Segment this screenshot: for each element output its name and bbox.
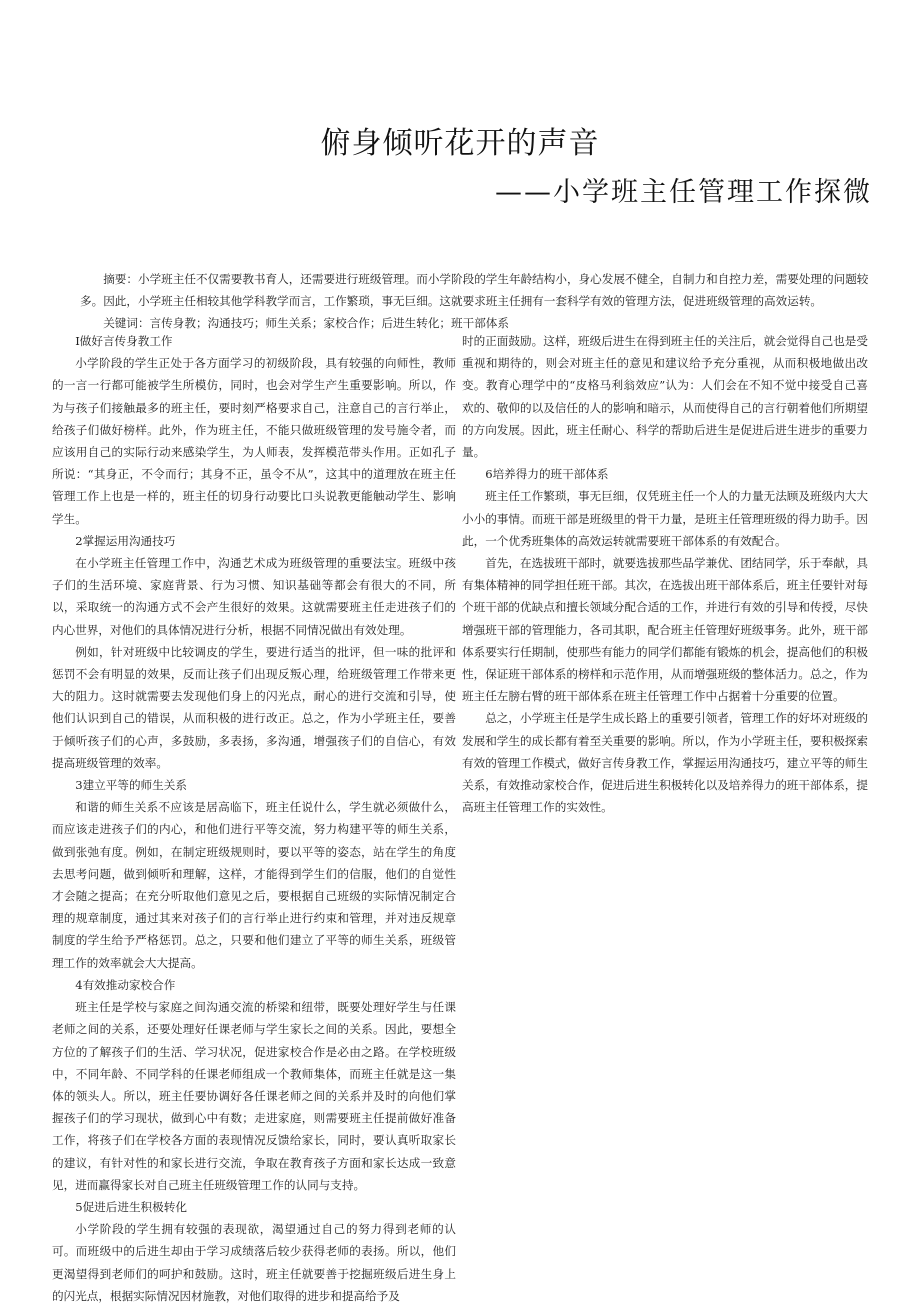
keywords-line: 关键词：言传身教；沟通技巧；师生关系；家校合作；后进生转化；班干部体系 [103,316,509,330]
paper-subtitle: ——小学班主任管理工作探微 [495,177,872,208]
body-paragraph: 班主任工作繁琐，事无巨细，仅凭班主任一个人的力量无法顾及班级内大大小小的事情。而班干部是班级里的骨干力量，是班主任管理班级的得力助手。因此，一个优秀班集体的高效运转就需要班干部体系的有效配合。 [462,489,868,548]
body-paragraph: 小学阶段的学生拥有较强的表现欲，渴望通过自己的努力得到老师的认可。而班级中的后进生却由于学习成绩落后较少获得老师的表扬。所以，他们更渴望得到老师们的呵护和鼓励。这时，班主任就要善于挖掘班级后进生身上的闪光点，根据实际情况因材施教，对他们取得的进步和提高给予及 [52,1222,456,1303]
abstract-text: 摘要：小学班主任不仅需要教书育人，还需要进行班级管理。而小学阶段的学生年龄结构小，身心发展不健全，自制力和自控力差，需要处理的问题较多。因此，小学班主任相较其他学科教学而言，工作繁琐，事无巨细。这就要求班主任拥有一套科学有效的管理方法，促进班级管理的高效运转。 [80,272,869,308]
body-paragraph: 在小学班主任管理工作中，沟通艺术成为班级管理的重要法宝。班级中孩子们的生活环境、家庭背景、行为习惯、知识基础等都会有很大的不同，所以，采取统一的沟通方式不会产生很好的效果。这就需要班主任走进孩子们的内心世界，对他们的具体情况进行分析，根据不同情况做出有效处理。 [52,556,456,637]
body-paragraph: 班主任是学校与家庭之间沟通交流的桥梁和纽带，既要处理好学生与任课老师之间的关系，还要处理好任课老师与学生家长之间的关系。因此，要想全方位的了解孩子们的生活、学习状况，促进家校合作是必由之路。在学校班级中，不同年龄、不同学科的任课老师组成一个教师集体，而班主任就是这一集体的领头人。所以，班主任要协调好各任课老师之间的关系并及时的向他们掌握孩子们的学习现状，做到心中有数；走进家庭，则需要班主任提前做好准备工作，将孩子们在学校各方面的表现情况反馈给家长，同时，要认真听取家长的建议，有针对性的和家长进行交流，争取在教育孩子方面和家长达成一致意见，进而赢得家长对自己班主任班级管理工作的认同与支持。 [52,1000,456,1192]
body-paragraph: 和谐的师生关系不应该是居高临下，班主任说什么，学生就必须做什么，而应该走进孩子们的内心，和他们进行平等交流，努力构建平等的师生关系，做到张弛有度。例如，在制定班级规则时，要以平等的姿态，站在学生的角度去思考问题，做到倾听和理解，这样，才能得到学生们的信服，他们的自觉性才会随之提高；在充分听取他们意见之后，要根据自己班级的实际情况制定合理的规章制度，通过其来对孩子们的言行举止进行约束和管理，并对违反规章制度的学生给予严格惩罚。总之，只要和他们建立了平等的师生关系，班级管理工作的效率就会大大提高。 [52,800,456,970]
section-heading: 5促进后进生积极转化 [75,1199,187,1214]
body-paragraph: 例如，针对班级中比较调皮的学生，要进行适当的批评，但一味的批评和惩罚不会有明显的效果，反而让孩子们出现反叛心理，给班级管理工作带来更大的阻力。这时就需要去发现他们身上的闪光点，耐心的进行交流和引导，使他们认识到自己的错误，从而积极的进行改正。总之，作为小学班主任，要善于倾听孩子们的心声，多鼓励，多表扬，多沟通，增强孩子们的自信心，有效提高班级管理的效率。 [52,644,456,770]
body-paragraph: 总之，小学班主任是学生成长路上的重要引领者，管理工作的好坏对班级的发展和学生的成长都有着至关重要的影响。所以，作为小学班主任，要积极探索有效的管理工作模式，做好言传身教工作，掌握运用沟通技巧，建立平等的师生关系，有效推动家校合作，促进后进生积极转化以及培养得力的班干部体系，提高班主任管理工作的实效性。 [462,711,868,815]
section-heading: 4有效推动家校合作 [75,977,176,992]
body-paragraph: 首先，在选拔班干部时，就要选拔那些品学兼优、团结同学，乐于奉献，具有集体精神的同学担任班干部。其次，在选拔出班干部体系后，班主任要针对每个班干部的优缺点和擅长领域分配合适的工作，并进行有效的引导和传授，尽快增强班干部的管理能力，各司其职，配合班主任管理好班级事务。此外，班干部体系要实行任期制，使那些有能力的同学们都能有锻炼的机会，提高他们的积极性，保证班干部体系的榜样和示范作用，从而增强班级的整体活力。总之，作为班主任左膀右臂的班干部体系在班主任管理工作中占据着十分重要的位置。 [462,556,868,704]
body-paragraph: 小学阶段的学生正处于各方面学习的初级阶段，具有较强的向师性，教师的一言一行都可能被学生所模仿，同时，也会对学生产生重要影响。所以，作为与孩子们接触最多的班主任，要时刻严格要求自己，注意自己的言行举止，给孩子们做好榜样。此外，作为班主任，不能只做班级管理的发号施令者，而应该用自己的实际行动来感染学生，为人师表，发挥模范带头作用。正如孔子所说：“其身正，不令而行；其身不正，虽令不从”，这其中的道理放在班主任管理工作上也是一样的，班主任的切身行动要比口头说教更能触动学生、影响学生。 [52,356,456,526]
paper-title: 俯身倾听花开的声音 [320,126,600,161]
body-paragraph: 时的正面鼓励。这样，班级后进生在得到班主任的关注后，就会觉得自己也是受重视和期待的，则会对班主任的意见和建议给予充分重视，从而积极地做出改变。教育心理学中的“皮格马利翁效应”认为：人们会在不知不觉中接受自己喜欢的、敬仰的以及信任的人的影响和暗示，从而使得自己的言行朝着他们所期望的方向发展。因此，班主任耐心、科学的帮助后进生是促进后进生进步的重要力量。 [462,334,868,460]
left-column [52,330,456,1307]
section-heading: 6培养得力的班干部体系 [485,467,609,482]
right-column [462,330,868,818]
section-heading: 2掌握运用沟通技巧 [75,533,176,548]
section-heading: Ⅰ做好言传身教工作 [75,334,173,348]
section-heading: 3建立平等的师生关系 [75,778,187,793]
abstract-section [80,268,880,334]
